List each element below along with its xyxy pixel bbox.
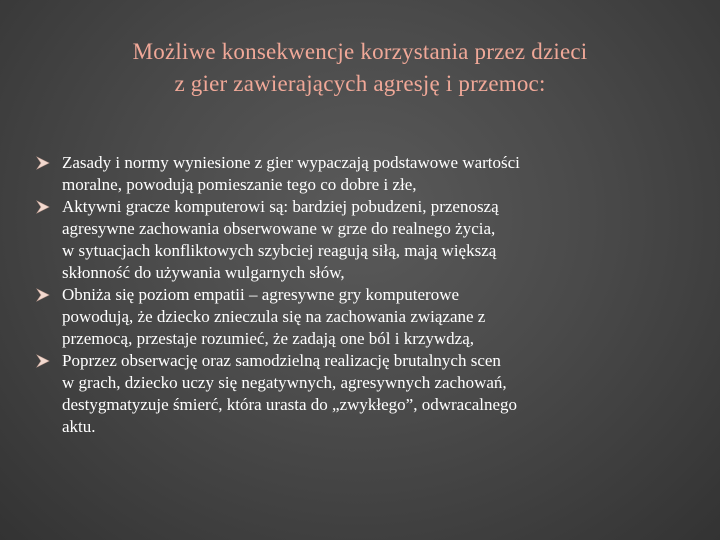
bullet-text xyxy=(62,152,688,196)
bullet-item xyxy=(36,284,688,350)
bullet-item xyxy=(36,350,688,438)
title-line: z gier zawierających agresję i przemoc: xyxy=(174,71,546,96)
bullet-text-line: Obniża się poziom empatii – agresywne gry komputerowe xyxy=(62,285,460,304)
bullet-text-line: skłonność do używania wulgarnych słów, xyxy=(62,263,345,282)
bullet-item xyxy=(36,196,688,284)
title-line: Możliwe konsekwencje korzystania przez dzieci xyxy=(132,39,588,64)
bullet-text-line: Aktywni gracze komputerowi są: bardziej pobudzeni, przenoszą xyxy=(62,197,499,216)
chevron-arrow-bullet-icon xyxy=(36,288,50,302)
bullet-text-line: agresywne zachowania obserwowane w grze do realnego życia, xyxy=(62,219,496,238)
bullet-text xyxy=(62,284,688,350)
bullet-text-line: moralne, powodują pomieszanie tego co dobre i złe, xyxy=(62,175,417,194)
bullet-list xyxy=(36,152,688,438)
bullet-item xyxy=(36,152,688,196)
bullet-text-line: przemocą, przestaje rozumieć, że zadają one ból i krzywdzą, xyxy=(62,329,475,348)
bullet-text-line: powodują, że dziecko znieczula się na zachowania związane z xyxy=(62,307,486,326)
chevron-arrow-bullet-icon xyxy=(36,354,50,368)
chevron-arrow-bullet-icon xyxy=(36,156,50,170)
bullet-text-line: w sytuacjach konfliktowych szybciej reagują siłą, mają większą xyxy=(62,241,497,260)
bullet-text xyxy=(62,350,688,438)
chevron-arrow-bullet-icon xyxy=(36,200,50,214)
bullet-text xyxy=(62,196,688,284)
slide-title xyxy=(20,36,700,100)
bullet-text-line: Poprzez obserwację oraz samodzielną realizację brutalnych scen xyxy=(62,351,501,370)
bullet-text-line: aktu. xyxy=(62,417,96,436)
bullet-text-line: Zasady i normy wyniesione z gier wypaczają podstawowe wartości xyxy=(62,153,520,172)
bullet-text-line: destygmatyzuje śmierć, która urasta do „zwykłego”, odwracalnego xyxy=(62,395,518,414)
bullet-text-line: w grach, dziecko uczy się negatywnych, agresywnych zachowań, xyxy=(62,373,507,392)
